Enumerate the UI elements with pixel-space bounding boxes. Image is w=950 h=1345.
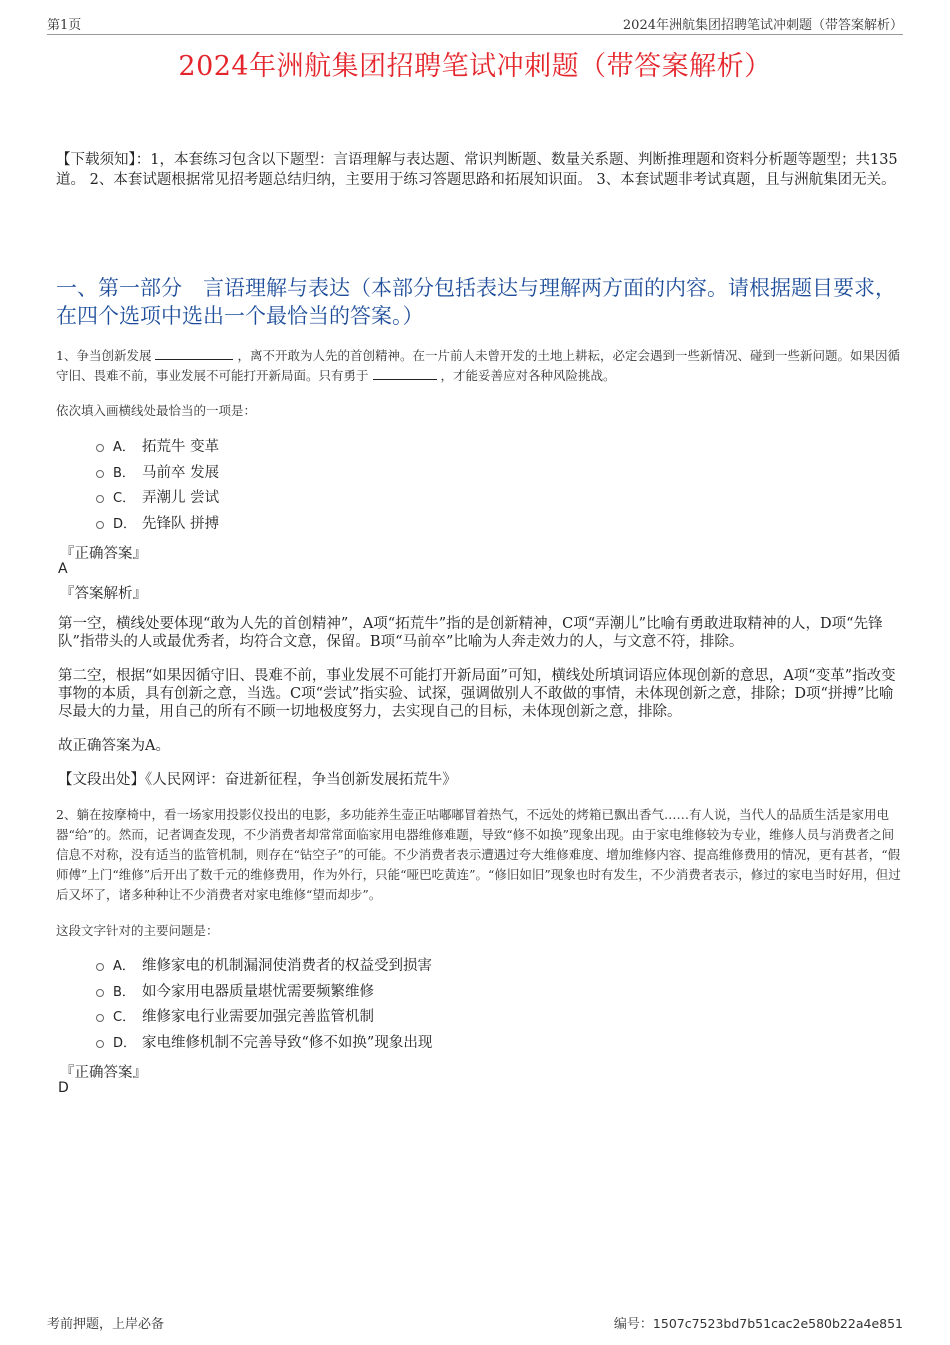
answer-label-2: 『正确答案』 <box>60 1065 147 1081</box>
question-1-option-c[interactable]: C． 弄潮儿 尝试 <box>96 484 219 510</box>
fill-blank-2[interactable] <box>373 366 437 380</box>
answer-label: 『正确答案』 <box>60 546 147 562</box>
answer-value-2: D <box>58 1080 69 1096</box>
radio-icon[interactable] <box>96 444 104 452</box>
page-footer <box>47 1313 903 1332</box>
question-2-prompt: 这段文字针对的主要问题是： <box>56 923 219 938</box>
question-2-options <box>96 952 432 1054</box>
radio-icon[interactable] <box>96 1040 104 1048</box>
question-2-option-b[interactable]: B． 如今家用电器质量堪忧需要频繁维修 <box>96 978 432 1004</box>
question-1-option-d[interactable]: D． 先锋队 拼搏 <box>96 510 219 536</box>
question-2-option-a[interactable]: A． 维修家电的机制漏洞使消费者的权益受到损害 <box>96 952 432 978</box>
question-2-option-d[interactable]: D． 家电维修机制不完善导致“修不如换”现象出现 <box>96 1029 432 1055</box>
section-heading: 一、第一部分 言语理解与表达（本部分包括表达与理解两方面的内容。请根据题目要求，在四个选项中选出一个最恰当的答案。） <box>56 276 896 328</box>
option-text: 维修家电的机制漏洞使消费者的权益受到损害 <box>142 958 432 975</box>
question-2-option-c[interactable]: C． 维修家电行业需要加强完善监管机制 <box>96 1003 432 1029</box>
option-text: 弄潮儿 尝试 <box>142 490 220 507</box>
analysis-conclusion: 故正确答案为A。 <box>58 738 170 754</box>
page-number: 第1页 <box>47 18 82 33</box>
question-1-option-a[interactable]: A． 拓荒牛 变革 <box>96 433 219 459</box>
radio-icon[interactable] <box>96 963 104 971</box>
source-citation: 【文段出处】《人民网评：奋进新征程，争当创新发展拓荒牛》 <box>58 772 457 788</box>
footer-slogan: 考前押题，上岸必备 <box>47 1317 165 1332</box>
option-text: 拓荒牛 变革 <box>142 439 220 456</box>
radio-icon[interactable] <box>96 495 104 503</box>
question-1-options <box>96 433 219 535</box>
radio-icon[interactable] <box>96 521 104 529</box>
question-1-prompt: 依次填入画横线处最恰当的一项是： <box>56 403 257 418</box>
option-text: 如今家用电器质量堪忧需要频繁维修 <box>142 983 374 1000</box>
option-text: 家电维修机制不完善导致“修不如换”现象出现 <box>142 1034 433 1051</box>
footer-code: 编号：1507c7523bd7b51cac2e580b22a4e851 <box>613 1316 903 1332</box>
header-doc-title: 2024年洲航集团招聘笔试冲刺题（带答案解析） <box>622 18 903 33</box>
option-text: 维修家电行业需要加强完善监管机制 <box>142 1009 374 1026</box>
analysis-paragraph-1: 第一空，横线处要体现“敢为人先的首创精神”，A项“拓荒牛”指的是创新精神，C项“弄潮儿”比喻有勇敢进取精神的人，D项“先锋队”指带头的人或最优秀者，均符合文意，保留。B项“马前卒”比喻为人奔走效力的人，与文意不符，排除。 <box>58 616 883 650</box>
analysis-paragraph-2: 第二空，根据“如果因循守旧、畏难不前，事业发展不可能打开新局面”可知，横线处所填词语应体现创新的意思，A项“变革”指改变事物的本质，具有创新之意，当选。C项“尝试”指实验、试探，强调做别人不敢做的事情，未体现创新之意，排除；D项“拼搏”比喻尽最大的力量，用自己的所有不顾一切地极度努力，去实现自己的目标，未体现创新之意，排除。 <box>58 668 896 720</box>
option-text: 先锋队 拼搏 <box>142 515 220 532</box>
question-1-text <box>56 346 902 386</box>
download-notice: 【下载须知】：1，本套练习包含以下题型：言语理解与表达题、常识判断题、数量关系题、判断推理题和资料分析题等题型；共135道。 2、本套试题根据常见招考题总结归纳，主要用于练习答题思路和拓展知识面。 3、本套试题非考试真题，且与洲航集团无关。 <box>56 152 898 188</box>
radio-icon[interactable] <box>96 989 104 997</box>
radio-icon[interactable] <box>96 1014 104 1022</box>
fill-blank-1[interactable] <box>155 346 233 360</box>
answer-value: A <box>58 561 68 577</box>
page-title: 2024年洲航集团招聘笔试冲刺题（带答案解析） <box>178 51 772 82</box>
question-1-option-b[interactable]: B． 马前卒 发展 <box>96 459 219 485</box>
page-header <box>47 14 903 35</box>
radio-icon[interactable] <box>96 470 104 478</box>
question-1-text-part2: ，离不开敢为人先的首创精神。在一片前人未曾开发的土地上耕耘，必定会遇到一些新情况、碰到一些新问题。如果因循守旧、畏难不前，事业发展不可能打开新局面。只有勇于 <box>56 348 900 383</box>
option-text: 马前卒 发展 <box>142 464 220 481</box>
question-1-text-part3: ，才能妥善应对各种风险挑战。 <box>440 368 616 383</box>
analysis-label: 『答案解析』 <box>60 586 147 602</box>
question-2-text: 2、躺在按摩椅中，看一场家用投影仪投出的电影，多功能养生壶正咕嘟嘟冒着热气，不远处的烤箱已飘出香气……有人说，当代人的品质生活是家用电器“给”的。然而，记者调查发现，不少消费者却常常面临家用电器维修难题，导致“修不如换”现象出现。由于家电维修较为专业，维修人员与消费者之间信息不对称，没有适当的监管机制，则存在“钻空子”的可能。不少消费者表示遭遇过夸大维修难度、增加维修内容、提高维修费用的情况，更有甚者，“假师傅”上门“维修”后开出了数千元的维修费用，作为外行，只能“哑巴吃黄连”。“修旧如旧”现象也时有发生，不少消费者表示，修过的家电当时好用，但过后又坏了，诸多种种让不少消费者对家电维修“望而却步”。 <box>56 807 901 902</box>
question-1-text-part1: 1、争当创新发展 <box>56 348 152 363</box>
